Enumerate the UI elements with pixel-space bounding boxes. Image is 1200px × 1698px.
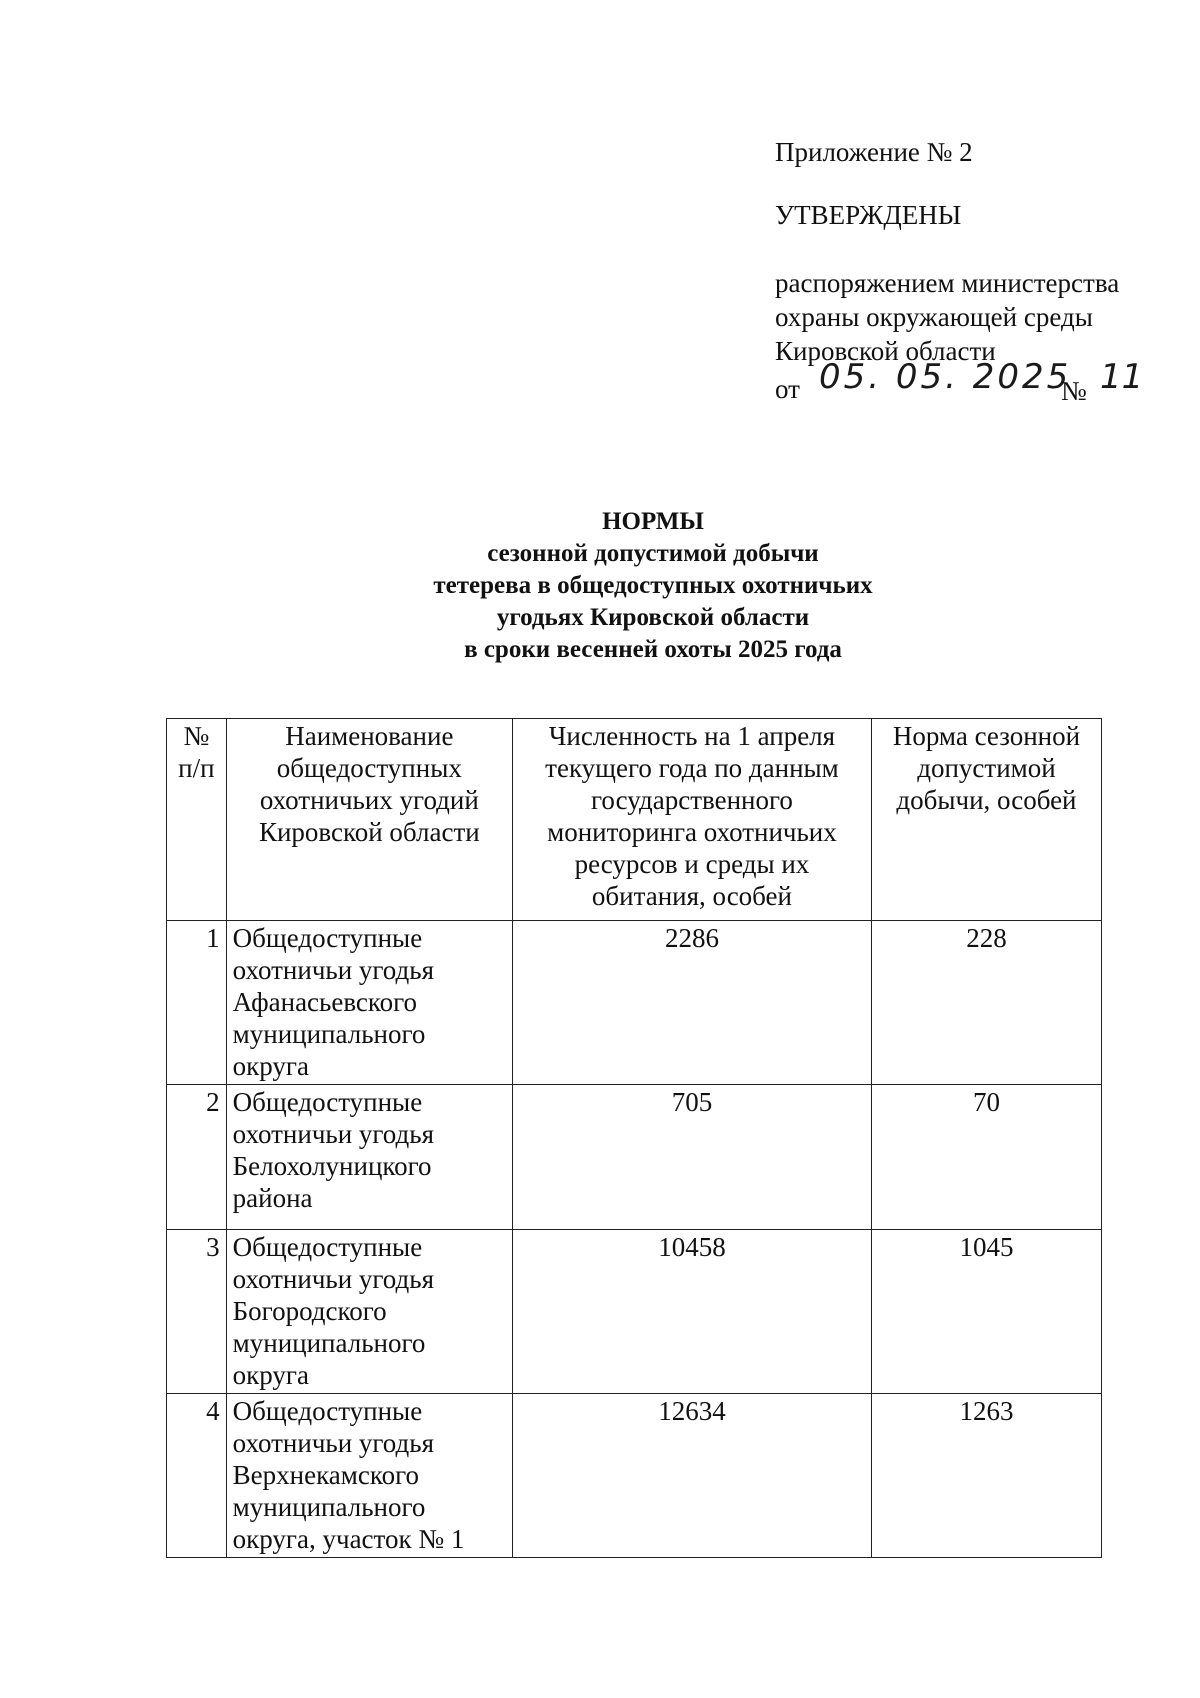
table-row (167, 1230, 1102, 1394)
date-number-row (775, 357, 1175, 406)
row-population: 12634 (512, 1394, 871, 1558)
header-norm: Норма сезонной допустимой добычи, особей (871, 719, 1101, 921)
header-name: Наименование общедоступных охотничьих угодий Кировской области (226, 719, 512, 921)
handwritten-number: 11 (1100, 357, 1144, 397)
row-norm: 1263 (871, 1394, 1101, 1558)
row-number: 4 (167, 1394, 227, 1558)
handwritten-date: 05. 05. 2025 (819, 357, 1072, 397)
row-population: 705 (512, 1085, 871, 1230)
order-line-2: охраны окружающей среды (775, 302, 1093, 332)
approved-label: УТВЕРЖДЕНЫ (775, 200, 962, 230)
title-heading: НОРМЫ (602, 508, 704, 535)
table-header-row (167, 719, 1102, 921)
row-name: Общедоступные охотничьи угодья Богородского муниципального округа (226, 1230, 512, 1394)
row-number: 2 (167, 1085, 227, 1230)
row-norm: 228 (871, 921, 1101, 1085)
row-name: Общедоступные охотничьи угодья Верхнекамского муниципального округа, участок № 1 (226, 1394, 512, 1558)
title-line-4: в сроки весенней охоты 2025 года (464, 636, 842, 663)
row-name: Общедоступные охотничьи угодья Белохолуницкого района (226, 1085, 512, 1230)
title-line-2: тетерева в общедоступных охотничьих (433, 572, 873, 599)
row-population: 2286 (512, 921, 871, 1085)
row-number: 3 (167, 1230, 227, 1394)
appendix-label: Приложение № 2 (775, 137, 973, 167)
header-population: Численность на 1 апреля текущего года по данным государственного мониторинга охотничьих ресурсов и среды их обитания, особей (512, 719, 871, 921)
header-number: № п/п (167, 719, 227, 921)
row-norm: 1045 (871, 1230, 1101, 1394)
document-title (0, 506, 1200, 666)
title-line-1: сезонной допустимой добычи (487, 540, 819, 567)
table-row (167, 1394, 1102, 1558)
norms-table (166, 718, 1102, 1558)
row-name: Общедоступные охотничьи угодья Афанасьевского муниципального округа (226, 921, 512, 1085)
row-number: 1 (167, 921, 227, 1085)
order-line-3: Кировской области (775, 336, 996, 366)
appendix-block (775, 135, 1175, 406)
row-norm: 70 (871, 1085, 1101, 1230)
number-label: № (1061, 376, 1087, 406)
table-row (167, 921, 1102, 1085)
title-line-3: угодьях Кировской области (496, 604, 810, 631)
order-line-1: распоряжением министерства (775, 268, 1120, 298)
row-population: 10458 (512, 1230, 871, 1394)
table-row (167, 1085, 1102, 1230)
date-prefix: от (775, 374, 800, 404)
